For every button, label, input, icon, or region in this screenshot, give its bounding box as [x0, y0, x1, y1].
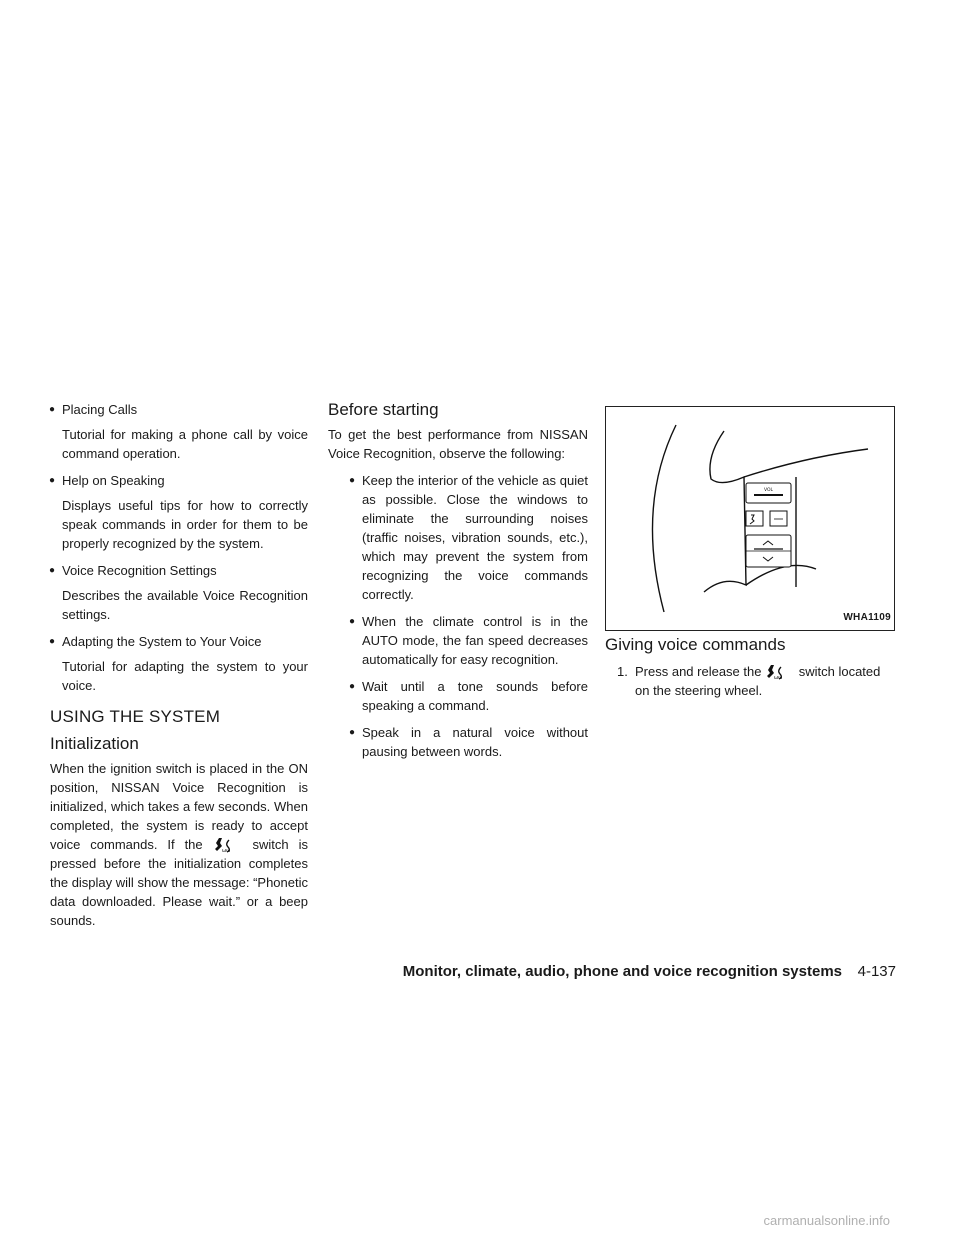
- section-heading: USING THE SYSTEM: [50, 707, 221, 726]
- page-footer: [0, 963, 960, 985]
- svg-text:ωω: ωω: [774, 675, 783, 680]
- list-item-desc: Describes the available Voice Recognition settings.: [62, 588, 308, 622]
- intro-paragraph: To get the best performance from NISSAN Voice Recognition, observe the following:: [328, 427, 588, 461]
- vol-label: VOL: [764, 488, 774, 493]
- svg-text:ωω: ωω: [221, 848, 230, 853]
- list-item: ● Speak in a natural voice without pausing between words.: [350, 723, 588, 761]
- list-item: ● Adapting the System to Your Voice: [50, 632, 308, 651]
- watermark: carmanualsonline.info: [763, 1213, 890, 1228]
- list-item: ● Voice Recognition Settings: [50, 561, 308, 580]
- section-heading: Before starting: [328, 400, 439, 419]
- list-item-desc: Displays useful tips for how to correctly speak commands in order for them to be properly recognized by the system.: [62, 498, 308, 551]
- init-paragraph: When the ignition switch is placed in the ON position, NISSAN Voice Recognition is initialized, which takes a few seconds. When completed, the system is ready to accept voice commands. If the ωω switch is pressed before the initialization completes the display will show the message: “Phonetic data downloaded. Please wait.” or a beep sounds.: [50, 761, 308, 928]
- list-item: ● Keep the interior of the vehicle as quiet as possible. Close the windows to eliminate the surrounding noises (traffic noises, vibration sounds, etc.), which may prevent the system from recognizing the voice commands correctly.: [350, 471, 588, 604]
- page-number: 4-137: [857, 963, 896, 980]
- list-item-desc: Tutorial for making a phone call by voice command operation.: [62, 427, 308, 461]
- middle-column: [328, 400, 588, 761]
- left-column: [50, 400, 308, 930]
- list-item: ● Wait until a tone sounds before speaking a command.: [350, 677, 588, 715]
- numbered-step: 1. Press and release the ωω switch located on the steering wheel.: [617, 664, 881, 698]
- list-item: ● Help on Speaking: [50, 471, 308, 490]
- list-item: ● Placing Calls: [50, 400, 308, 419]
- steering-wheel-figure: [605, 406, 895, 631]
- list-item-desc: Tutorial for adapting the system to your voice.: [62, 659, 308, 693]
- sub-heading: Initialization: [50, 734, 139, 753]
- voice-talk-icon: [213, 837, 243, 853]
- tips-list: [328, 471, 588, 761]
- right-column: [605, 406, 895, 700]
- list-item: ● When the climate control is in the AUTO mode, the fan speed decreases automatically for easy recognition.: [350, 612, 588, 669]
- steering-wheel-switch-illustration: [606, 407, 896, 632]
- footer-title: Monitor, climate, audio, phone and voice recognition systems: [402, 963, 842, 980]
- figure-code: WHA1109: [843, 612, 891, 623]
- voice-talk-icon: [765, 664, 795, 680]
- section-heading: Giving voice commands: [605, 635, 786, 654]
